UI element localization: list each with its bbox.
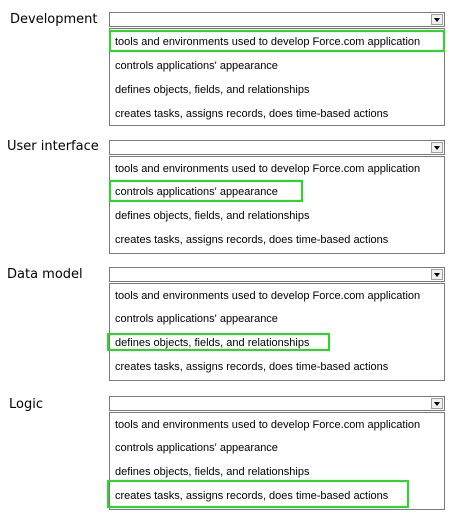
- development-select[interactable]: [109, 12, 445, 27]
- option-data-tools[interactable]: tools and environments used to develop Force.com application: [115, 290, 421, 302]
- chevron-down-icon[interactable]: [431, 14, 443, 25]
- data-model-option-list: [109, 283, 445, 381]
- option-logic-tools[interactable]: tools and environments used to develop Force.com application: [115, 419, 421, 431]
- option-development-ui[interactable]: controls applications' appearance: [115, 60, 278, 72]
- option-logic-appearance[interactable]: controls applications' appearance: [115, 442, 278, 454]
- data-model-select[interactable]: [109, 267, 445, 282]
- option-ui-data[interactable]: defines objects, fields, and relationships: [115, 210, 310, 222]
- chevron-down-icon[interactable]: [431, 269, 443, 280]
- option-data-appearance[interactable]: controls applications' appearance: [115, 313, 278, 325]
- option-logic-tasks[interactable]: creates tasks, assigns records, does time-based actions: [115, 490, 389, 502]
- option-development-data[interactable]: defines objects, fields, and relationships: [115, 84, 310, 96]
- development-label: Development: [10, 12, 98, 27]
- user-interface-label: User interface: [7, 139, 99, 154]
- logic-select[interactable]: [109, 396, 445, 411]
- data-model-label: Data model: [7, 267, 83, 282]
- option-logic-data[interactable]: defines objects, fields, and relationships: [115, 466, 310, 478]
- chevron-down-icon[interactable]: [431, 398, 443, 409]
- option-data-objects[interactable]: defines objects, fields, and relationships: [115, 337, 310, 349]
- development-option-list: [109, 28, 445, 126]
- option-ui-logic[interactable]: creates tasks, assigns records, does time-based actions: [115, 234, 389, 246]
- option-ui-tools[interactable]: tools and environments used to develop Force.com application: [115, 163, 421, 175]
- option-development-tools[interactable]: tools and environments used to develop Force.com application: [115, 36, 421, 48]
- option-development-logic[interactable]: creates tasks, assigns records, does time-based actions: [115, 108, 389, 120]
- user-interface-option-list: [109, 156, 445, 254]
- option-ui-appearance[interactable]: controls applications' appearance: [115, 186, 278, 198]
- logic-label: Logic: [9, 397, 43, 412]
- chevron-down-icon[interactable]: [431, 142, 443, 153]
- logic-option-list: [109, 412, 445, 510]
- option-data-logic[interactable]: creates tasks, assigns records, does time-based actions: [115, 361, 389, 373]
- user-interface-select[interactable]: [109, 140, 445, 155]
